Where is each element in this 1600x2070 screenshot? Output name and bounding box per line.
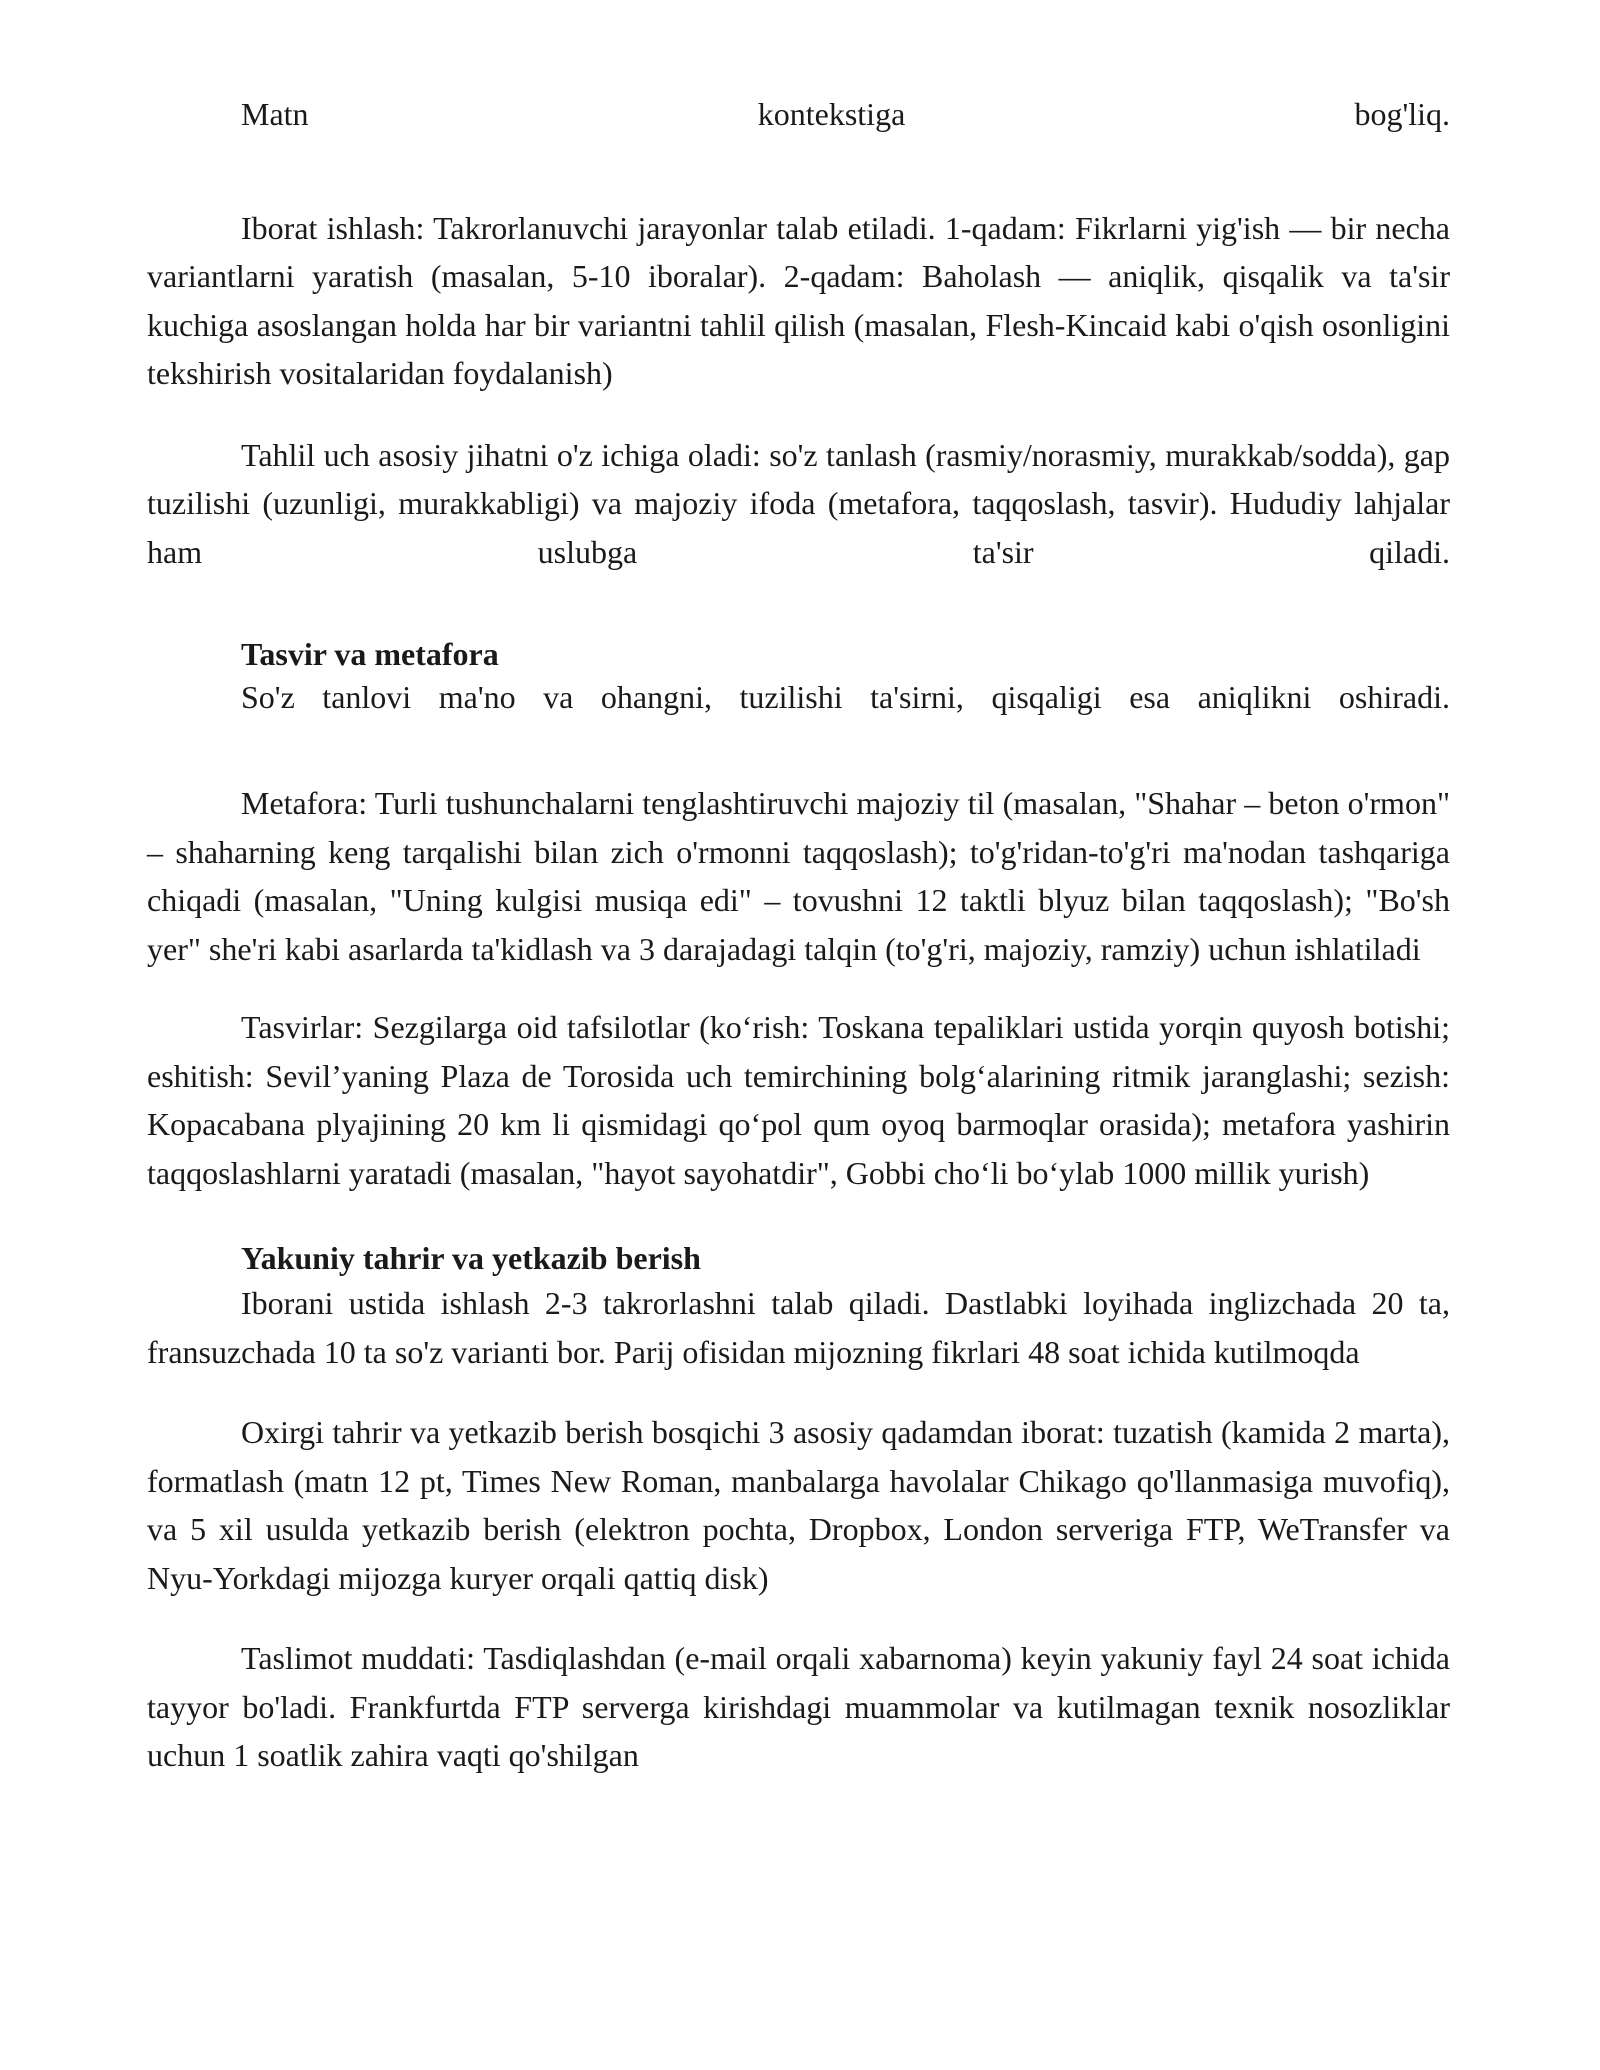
paragraph-oxirgi: Oxirgi tahrir va yetkazib berish bosqichi 3 asosiy qadamdan iborat: tuzatish (kamida 2 marta), formatlash (matn 12 pt, Times New Roman, manbalarga havolalar Chikago qo'llanmasiga muvofiq), va 5 xil usulda yetkazib berish (elektron pochta, Dropbox, London serveriga FTP, WeTransfer va Nyu-Yorkdagi mijozga kuryer orqali qattiq disk)	[147, 1414, 1450, 1596]
paragraph-tasvirlar: Tasvirlar: Sezgilarga oid tafsilotlar (koʻrish: Toskana tepaliklari ustida yorqin quyosh botishi; eshitish: Sevilʼyaning Plaza de Torosida uch temirchining bolgʻalarining ritmik jaranglashi; sezish: Kopacabana plyajining 20 km li qismidagi qoʻpol qum oyoq barmoqlar orasida); metafora yashirin taqqoslashlarni yaratadi (masalan, "hayot sayohatdir", Gobbi choʻli boʻylab 1000 millik yurish)	[147, 1009, 1450, 1191]
document-page	[147, 90, 1450, 1780]
section-heading-tasvir-metafora: Tasvir va metafora	[241, 636, 499, 672]
paragraph-iborat: Iborat ishlash: Takrorlanuvchi jarayonlar talab etiladi. 1-qadam: Fikrlarni yig'ish — bir necha variantlarni yaratish (masalan, 5-10 iboralar). 2-qadam: Baholash — aniqlik, qisqalik va ta'sir kuchiga asoslangan holda har bir variantni tahlil qilish (masalan, Flesh-Kincaid kabi o'qish osonligini tekshirish vositalaridan foydalanish)	[147, 209, 1450, 391]
paragraph-iborani: Iborani ustida ishlash 2-3 takrorlashni talab qiladi. Dastlabki loyihada inglizchada 20 ta, fransuzchada 10 ta so'z varianti bor. Parij ofisidan mijozning fikrlari 48 soat ichida kutilmoqda	[147, 1285, 1450, 1370]
paragraph-top-line: Matn kontekstiga bog'liq.	[241, 96, 1450, 132]
paragraph-tahlil: Tahlil uch asosiy jihatni o'z ichiga oladi: so'z tanlash (rasmiy/norasmiy, murakkab/sodda), gap tuzilishi (uzunligi, murakkabligi) va majoziy ifoda (metafora, taqqoslash, tasvir). Hududiy lahjalar ham uslubga ta'sir qiladi.	[147, 436, 1450, 570]
section-heading-yakuniy-tahrir: Yakuniy tahrir va yetkazib berish	[241, 1240, 701, 1276]
paragraph-metafora: Metafora: Turli tushunchalarni tenglashtiruvchi majoziy til (masalan, "Shahar – beton o'rmon" – shaharning keng tarqalishi bilan zich o'rmonni taqqoslash); to'g'ridan-to'g'ri ma'nodan tashqariga chiqadi (masalan, "Uning kulgisi musiqa edi" – tovushni 12 taktli blyuz bilan taqqoslash); "Bo'sh yer" she'ri kabi asarlarda ta'kidlash va 3 darajadagi talqin (to'g'ri, majoziy, ramziy) uchun ishlatiladi	[147, 785, 1450, 967]
paragraph-taslimot: Taslimot muddati: Tasdiqlashdan (e-mail orqali xabarnoma) keyin yakuniy fayl 24 soat ichida tayyor bo'ladi. Frankfurtda FTP serverga kirishdagi muammolar va kutilmagan texnik nosozliklar uchun 1 soatlik zahira vaqti qo'shilgan	[147, 1640, 1450, 1773]
paragraph-section1-intro: So'z tanlovi ma'no va ohangni, tuzilishi ta'sirni, qisqaligi esa aniqlikni oshiradi.	[241, 679, 1450, 715]
